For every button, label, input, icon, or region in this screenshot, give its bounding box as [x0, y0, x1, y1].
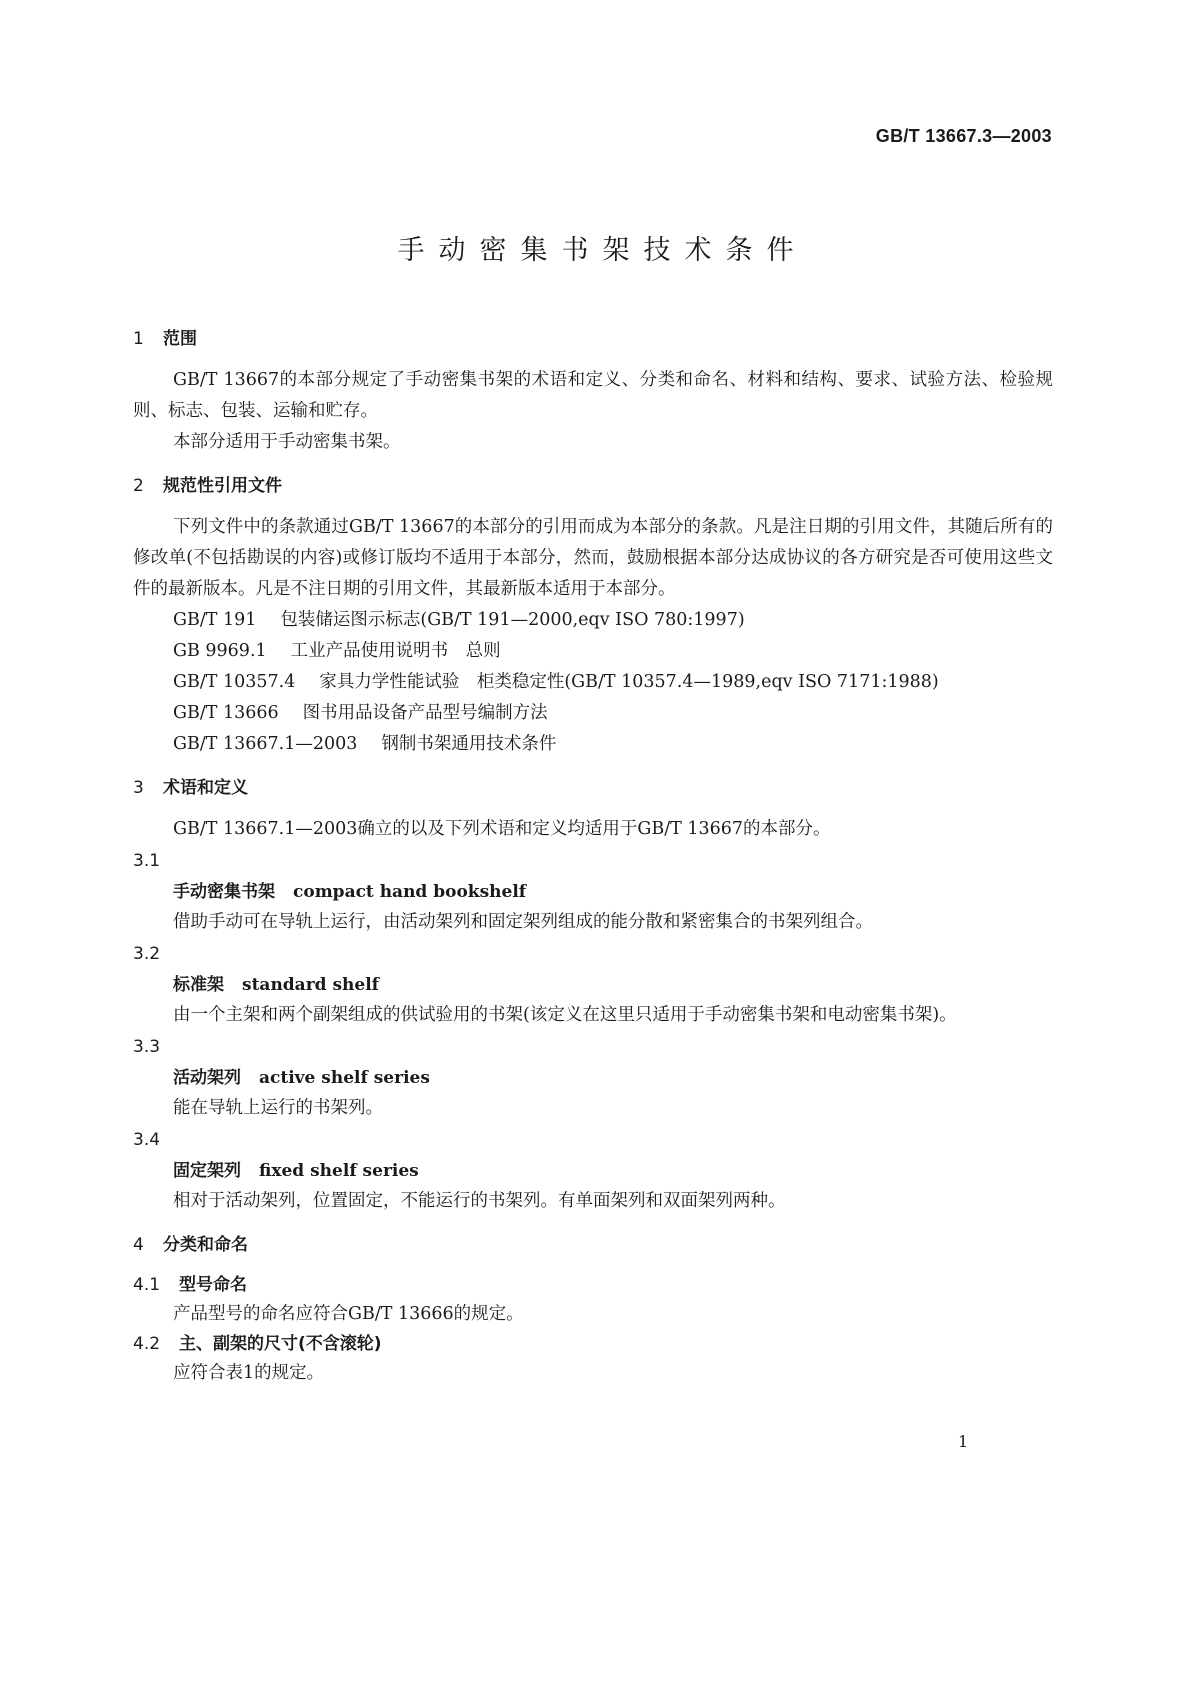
term-title [133, 1063, 1053, 1093]
section-number: 2 [133, 476, 144, 496]
standard-code: GB/T 13667.3—2003 [875, 126, 1052, 146]
section-title: 术语和定义 [163, 778, 248, 798]
reference-title: 钢制书架通用技术条件 [381, 734, 557, 754]
subsection-4-2-heading [133, 1330, 1053, 1358]
page-number: 1 [958, 1432, 969, 1451]
reference-item [133, 636, 1053, 667]
document-title: 手动密集书架技术条件 [397, 235, 808, 266]
term-title [133, 877, 1053, 907]
subsection-number: 4.1 [133, 1275, 161, 1295]
term-zh: 手动密集书架 [173, 882, 275, 902]
reference-title: 图书用品设备产品型号编制方法 [302, 703, 548, 723]
term-number: 3.1 [133, 851, 161, 871]
paragraph: GB/T 13667.1—2003确立的以及下列术语和定义均适用于GB/T 13667的本部分。 [173, 819, 831, 839]
term-definition: 借助手动可在导轨上运行，由活动架列和固定架列组成的能分散和紧密集合的书架列组合。 [173, 912, 873, 932]
term-definition: 由一个主架和两个副架组成的供试验用的书架(该定义在这里只适用于手动密集书架和电动密集书架)。 [173, 1005, 957, 1025]
term-definition: 能在导轨上运行的书架列。 [173, 1098, 383, 1118]
paragraph: GB/T 13667的本部分规定了手动密集书架的术语和定义、分类和命名、材料和结构、要求、试验方法、检验规则、标志、包装、运输和贮存。 [133, 370, 1053, 421]
term-en: compact hand bookshelf [293, 882, 527, 902]
paragraph: 下列文件中的条款通过GB/T 13667的本部分的引用而成为本部分的条款。凡是注日期的引用文件，其随后所有的修改单(不包括勘误的内容)或修订版均不适用于本部分，然而，鼓励根据本部分达成协议的各方研究是否可使用这些文件的最新版本。凡是不注日期的引用文件，其最新版本适用于本部分。 [133, 517, 1053, 599]
reference-item [133, 667, 1053, 698]
section-3-heading [133, 774, 1053, 802]
reference-title: 家具力学性能试验 柜类稳定性(GB/T 10357.4—1989,eqv ISO 7171:1988) [319, 672, 939, 692]
reference-code: GB/T 10357.4 [173, 672, 296, 692]
reference-code: GB/T 13666 [173, 703, 279, 723]
reference-item [133, 729, 1053, 760]
term-number: 3.2 [133, 944, 161, 964]
subsection-title: 型号命名 [179, 1275, 247, 1295]
paragraph: 产品型号的命名应符合GB/T 13666的规定。 [173, 1304, 524, 1324]
section-1-heading [133, 325, 1053, 353]
section-title: 分类和命名 [163, 1235, 248, 1255]
term-zh: 固定架列 [173, 1161, 241, 1181]
term-zh: 活动架列 [173, 1068, 241, 1088]
subsection-number: 4.2 [133, 1334, 161, 1354]
term-en: standard shelf [242, 975, 379, 995]
term-en: fixed shelf series [259, 1161, 419, 1181]
section-number: 1 [133, 329, 144, 349]
term-number: 3.3 [133, 1037, 161, 1057]
term-definition: 相对于活动架列，位置固定，不能运行的书架列。有单面架列和双面架列两种。 [173, 1191, 786, 1211]
subsection-4-1-heading [133, 1271, 1053, 1299]
reference-title: 包装储运图示标志(GB/T 191—2000,eqv ISO 780:1997) [280, 610, 745, 630]
term-en: active shelf series [259, 1068, 430, 1088]
section-number: 4 [133, 1235, 144, 1255]
section-title: 范围 [163, 329, 197, 349]
paragraph: 本部分适用于手动密集书架。 [173, 432, 401, 452]
section-title: 规范性引用文件 [163, 476, 282, 496]
term-title [133, 970, 1053, 1000]
term-zh: 标准架 [173, 975, 224, 995]
subsection-title: 主、副架的尺寸(不含滚轮) [179, 1334, 382, 1354]
reference-code: GB/T 13667.1—2003 [173, 734, 358, 754]
reference-item [133, 605, 1053, 636]
reference-title: 工业产品使用说明书 总则 [290, 641, 501, 661]
term-number: 3.4 [133, 1130, 161, 1150]
section-2-heading [133, 472, 1053, 500]
section-4-heading [133, 1231, 1053, 1259]
reference-code: GB/T 191 [173, 610, 257, 630]
document-body [133, 325, 1053, 1389]
term-title [133, 1156, 1053, 1186]
reference-code: GB 9969.1 [173, 641, 267, 661]
reference-item [133, 698, 1053, 729]
section-number: 3 [133, 778, 144, 798]
paragraph: 应符合表1的规定。 [173, 1363, 325, 1383]
